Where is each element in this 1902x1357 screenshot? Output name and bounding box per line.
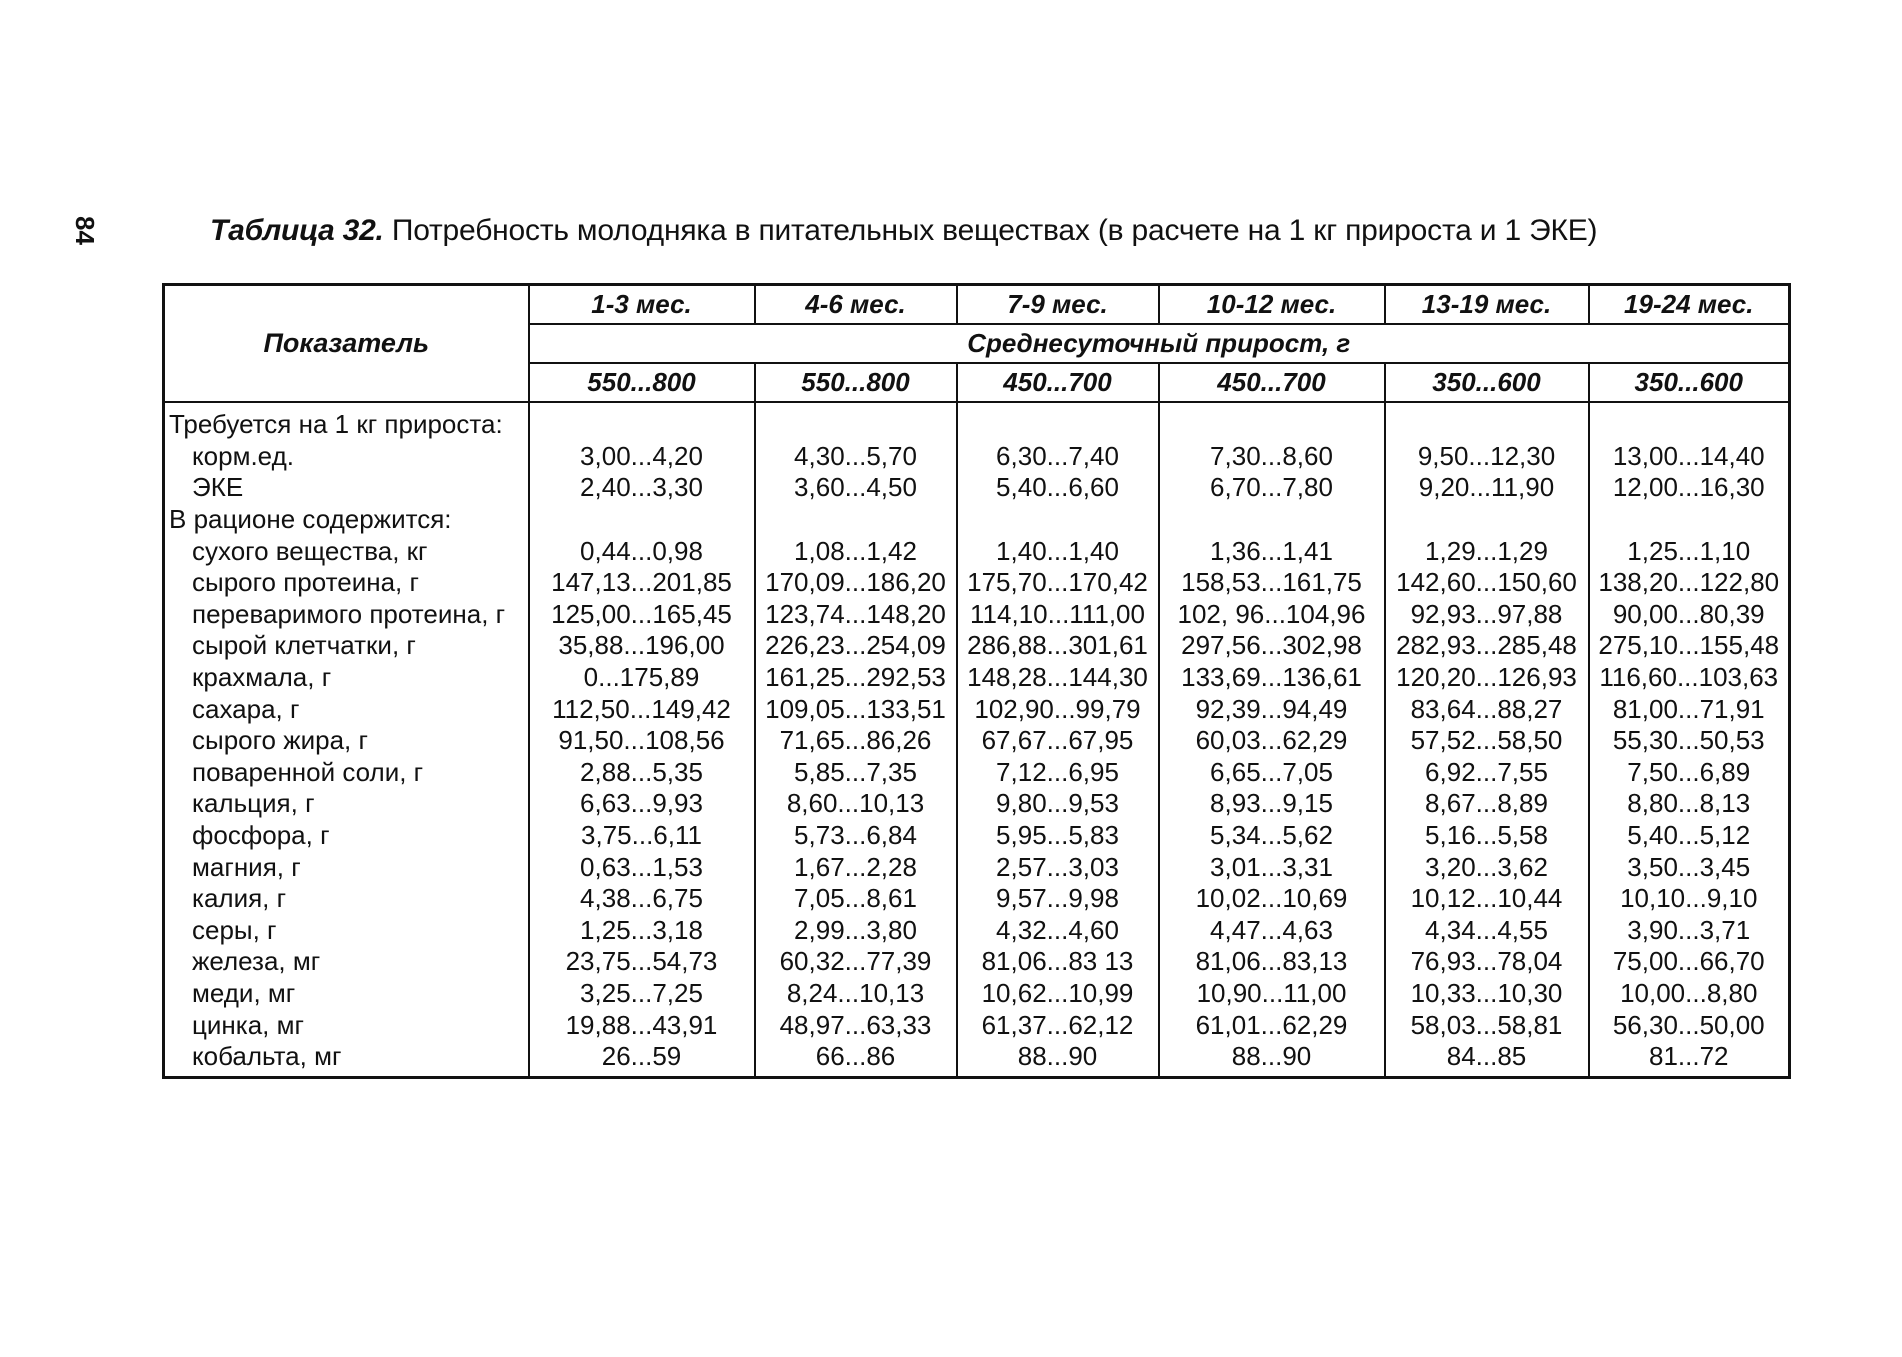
value-cell: 8,67...8,89 (1385, 788, 1589, 820)
value-cell: 35,88...196,00 (529, 630, 755, 662)
age-header: 13-19 мес. (1385, 285, 1589, 325)
value-cell: 90,00...80,39 (1589, 599, 1790, 631)
value-cell: 286,88...301,61 (957, 630, 1159, 662)
row-label: сухого вещества, кг (192, 535, 428, 566)
value-cell: 2,57...3,03 (957, 851, 1159, 883)
page-number: 84 (70, 216, 100, 245)
value-cell: 23,75...54,73 (529, 946, 755, 978)
value-cell: 9,20...11,90 (1385, 472, 1589, 504)
value-cell: 112,50...149,42 (529, 693, 755, 725)
value-cell: 12,00...16,30 (1589, 472, 1790, 504)
value-cell: 0,44...0,98 (529, 535, 755, 567)
table-row (164, 693, 1790, 725)
value-cell (1589, 402, 1790, 441)
table-row (164, 599, 1790, 631)
table-row (164, 946, 1790, 978)
value-cell: 102, 96...104,96 (1159, 599, 1385, 631)
value-cell: 8,80...8,13 (1589, 788, 1790, 820)
value-cell: 8,24...10,13 (755, 978, 957, 1010)
value-cell: 9,50...12,30 (1385, 441, 1589, 473)
value-cell: 0,63...1,53 (529, 851, 755, 883)
table-row (164, 662, 1790, 694)
value-cell: 58,03...58,81 (1385, 1009, 1589, 1041)
value-cell: 88...90 (957, 1041, 1159, 1078)
value-cell: 84...85 (1385, 1041, 1589, 1078)
table-caption-label: Таблица 32. (210, 214, 384, 247)
value-cell: 123,74...148,20 (755, 599, 957, 631)
table-row (164, 630, 1790, 662)
value-cell: 10,90...11,00 (1159, 978, 1385, 1010)
value-cell: 10,33...10,30 (1385, 978, 1589, 1010)
value-cell: 1,08...1,42 (755, 535, 957, 567)
gain-value: 350...600 (1385, 363, 1589, 402)
table-body (164, 402, 1790, 1078)
value-cell: 81,06...83,13 (1159, 946, 1385, 978)
value-cell: 9,80...9,53 (957, 788, 1159, 820)
value-cell: 120,20...126,93 (1385, 662, 1589, 694)
value-cell: 109,05...133,51 (755, 693, 957, 725)
value-cell: 66...86 (755, 1041, 957, 1078)
value-cell: 147,13...201,85 (529, 567, 755, 599)
table-row (164, 725, 1790, 757)
value-cell (529, 402, 755, 441)
section-label: В рационе содержится: (169, 504, 452, 535)
value-cell: 57,52...58,50 (1385, 725, 1589, 757)
table-row (164, 472, 1790, 504)
value-cell: 26...59 (529, 1041, 755, 1078)
row-label: цинка, мг (192, 1009, 304, 1040)
table-row (164, 1041, 1790, 1078)
value-cell: 3,00...4,20 (529, 441, 755, 473)
table-row (164, 915, 1790, 947)
row-label: ЭКЕ (192, 472, 244, 503)
value-cell: 148,28...144,30 (957, 662, 1159, 694)
section-row (164, 402, 1790, 441)
value-cell: 61,01...62,29 (1159, 1009, 1385, 1041)
table-row (164, 441, 1790, 473)
table-row (164, 820, 1790, 852)
value-cell (957, 504, 1159, 536)
age-header: 7-9 мес. (957, 285, 1159, 325)
value-cell: 1,40...1,40 (957, 535, 1159, 567)
row-label: корм.ед. (192, 440, 294, 471)
value-cell: 116,60...103,63 (1589, 662, 1790, 694)
value-cell: 6,70...7,80 (1159, 472, 1385, 504)
value-cell: 92,93...97,88 (1385, 599, 1589, 631)
row-label: меди, мг (192, 977, 296, 1008)
value-cell: 10,10...9,10 (1589, 883, 1790, 915)
value-cell: 7,12...6,95 (957, 757, 1159, 789)
table-row (164, 757, 1790, 789)
row-label: калия, г (192, 883, 287, 914)
row-label: серы, г (192, 914, 277, 945)
value-cell (1159, 504, 1385, 536)
value-cell: 1,36...1,41 (1159, 535, 1385, 567)
value-cell: 4,30...5,70 (755, 441, 957, 473)
daily-gain-header: Среднесуточный прирост, г (529, 324, 1790, 363)
table-row (164, 567, 1790, 599)
value-cell: 4,34...4,55 (1385, 915, 1589, 947)
value-cell (1589, 504, 1790, 536)
value-cell: 1,67...2,28 (755, 851, 957, 883)
value-cell: 7,50...6,89 (1589, 757, 1790, 789)
value-cell: 297,56...302,98 (1159, 630, 1385, 662)
value-cell: 1,29...1,29 (1385, 535, 1589, 567)
value-cell: 5,73...6,84 (755, 820, 957, 852)
gain-value: 550...800 (529, 363, 755, 402)
value-cell: 3,75...6,11 (529, 820, 755, 852)
value-cell (755, 504, 957, 536)
value-cell: 2,88...5,35 (529, 757, 755, 789)
section-row (164, 504, 1790, 536)
value-cell: 3,50...3,45 (1589, 851, 1790, 883)
value-cell: 133,69...136,61 (1159, 662, 1385, 694)
value-cell: 282,93...285,48 (1385, 630, 1589, 662)
value-cell: 125,00...165,45 (529, 599, 755, 631)
age-header: 19-24 мес. (1589, 285, 1790, 325)
row-label: сахара, г (192, 693, 300, 724)
value-cell: 71,65...86,26 (755, 725, 957, 757)
value-cell: 56,30...50,00 (1589, 1009, 1790, 1041)
value-cell: 61,37...62,12 (957, 1009, 1159, 1041)
table-row (164, 851, 1790, 883)
value-cell: 55,30...50,53 (1589, 725, 1790, 757)
age-header: 1-3 мес. (529, 285, 755, 325)
value-cell: 88...90 (1159, 1041, 1385, 1078)
value-cell: 19,88...43,91 (529, 1009, 755, 1041)
value-cell (1385, 402, 1589, 441)
row-label: сырого жира, г (192, 725, 368, 756)
value-cell: 226,23...254,09 (755, 630, 957, 662)
section-label: Требуется на 1 кг прироста: (169, 409, 503, 440)
value-cell: 5,34...5,62 (1159, 820, 1385, 852)
value-cell: 76,93...78,04 (1385, 946, 1589, 978)
table-row (164, 788, 1790, 820)
value-cell: 8,93...9,15 (1159, 788, 1385, 820)
value-cell: 91,50...108,56 (529, 725, 755, 757)
value-cell: 10,62...10,99 (957, 978, 1159, 1010)
value-cell: 4,38...6,75 (529, 883, 755, 915)
gain-value: 350...600 (1589, 363, 1790, 402)
value-cell: 5,40...6,60 (957, 472, 1159, 504)
table-row (164, 1009, 1790, 1041)
nutrient-requirements-table (162, 283, 1791, 1079)
value-cell (529, 504, 755, 536)
table-row (164, 883, 1790, 915)
row-label: железа, мг (192, 946, 321, 977)
value-cell: 81,06...83 13 (957, 946, 1159, 978)
table-row (164, 978, 1790, 1010)
value-cell: 92,39...94,49 (1159, 693, 1385, 725)
row-label: переваримого протеина, г (192, 598, 506, 629)
value-cell: 2,40...3,30 (529, 472, 755, 504)
value-cell: 3,60...4,50 (755, 472, 957, 504)
value-cell: 3,01...3,31 (1159, 851, 1385, 883)
value-cell: 142,60...150,60 (1385, 567, 1589, 599)
row-label: фосфора, г (192, 820, 330, 851)
value-cell: 7,30...8,60 (1159, 441, 1385, 473)
value-cell: 158,53...161,75 (1159, 567, 1385, 599)
value-cell: 1,25...3,18 (529, 915, 755, 947)
value-cell: 7,05...8,61 (755, 883, 957, 915)
indicator-header: Показатель (164, 285, 529, 403)
value-cell: 5,95...5,83 (957, 820, 1159, 852)
row-label: магния, г (192, 851, 301, 882)
gain-value: 550...800 (755, 363, 957, 402)
row-label: крахмала, г (192, 662, 332, 693)
value-cell: 5,40...5,12 (1589, 820, 1790, 852)
gain-value: 450...700 (957, 363, 1159, 402)
value-cell: 5,85...7,35 (755, 757, 957, 789)
value-cell: 10,02...10,69 (1159, 883, 1385, 915)
value-cell: 3,25...7,25 (529, 978, 755, 1010)
value-cell: 3,90...3,71 (1589, 915, 1790, 947)
value-cell: 81...72 (1589, 1041, 1790, 1078)
value-cell: 3,20...3,62 (1385, 851, 1589, 883)
row-label: кобальта, мг (192, 1041, 342, 1072)
value-cell: 9,57...9,98 (957, 883, 1159, 915)
row-label: сырого протеина, г (192, 567, 419, 598)
gain-value: 450...700 (1159, 363, 1385, 402)
value-cell (755, 402, 957, 441)
value-cell: 75,00...66,70 (1589, 946, 1790, 978)
value-cell: 10,00...8,80 (1589, 978, 1790, 1010)
value-cell: 8,60...10,13 (755, 788, 957, 820)
value-cell: 6,30...7,40 (957, 441, 1159, 473)
value-cell: 138,20...122,80 (1589, 567, 1790, 599)
value-cell (1159, 402, 1385, 441)
value-cell: 60,32...77,39 (755, 946, 957, 978)
value-cell: 0...175,89 (529, 662, 755, 694)
value-cell: 4,47...4,63 (1159, 915, 1385, 947)
value-cell: 275,10...155,48 (1589, 630, 1790, 662)
value-cell: 13,00...14,40 (1589, 441, 1790, 473)
value-cell: 4,32...4,60 (957, 915, 1159, 947)
value-cell: 83,64...88,27 (1385, 693, 1589, 725)
table-caption (210, 214, 1597, 248)
value-cell: 6,92...7,55 (1385, 757, 1589, 789)
value-cell: 48,97...63,33 (755, 1009, 957, 1041)
value-cell: 81,00...71,91 (1589, 693, 1790, 725)
age-header: 4-6 мес. (755, 285, 957, 325)
value-cell: 60,03...62,29 (1159, 725, 1385, 757)
value-cell: 114,10...111,00 (957, 599, 1159, 631)
value-cell: 175,70...170,42 (957, 567, 1159, 599)
value-cell: 6,65...7,05 (1159, 757, 1385, 789)
value-cell: 6,63...9,93 (529, 788, 755, 820)
age-header: 10-12 мес. (1159, 285, 1385, 325)
value-cell: 5,16...5,58 (1385, 820, 1589, 852)
row-label: сырой клетчатки, г (192, 630, 416, 661)
value-cell: 1,25...1,10 (1589, 535, 1790, 567)
value-cell: 102,90...99,79 (957, 693, 1159, 725)
value-cell: 170,09...186,20 (755, 567, 957, 599)
value-cell: 10,12...10,44 (1385, 883, 1589, 915)
value-cell (957, 402, 1159, 441)
value-cell: 161,25...292,53 (755, 662, 957, 694)
table-row (164, 535, 1790, 567)
value-cell: 67,67...67,95 (957, 725, 1159, 757)
row-label: кальция, г (192, 788, 315, 819)
value-cell: 2,99...3,80 (755, 915, 957, 947)
row-label: поваренной соли, г (192, 756, 424, 787)
table-caption-text: Потребность молодняка в питательных веществах (в расчете на 1 кг прироста и 1 ЭКЕ) (391, 214, 1598, 247)
value-cell (1385, 504, 1589, 536)
